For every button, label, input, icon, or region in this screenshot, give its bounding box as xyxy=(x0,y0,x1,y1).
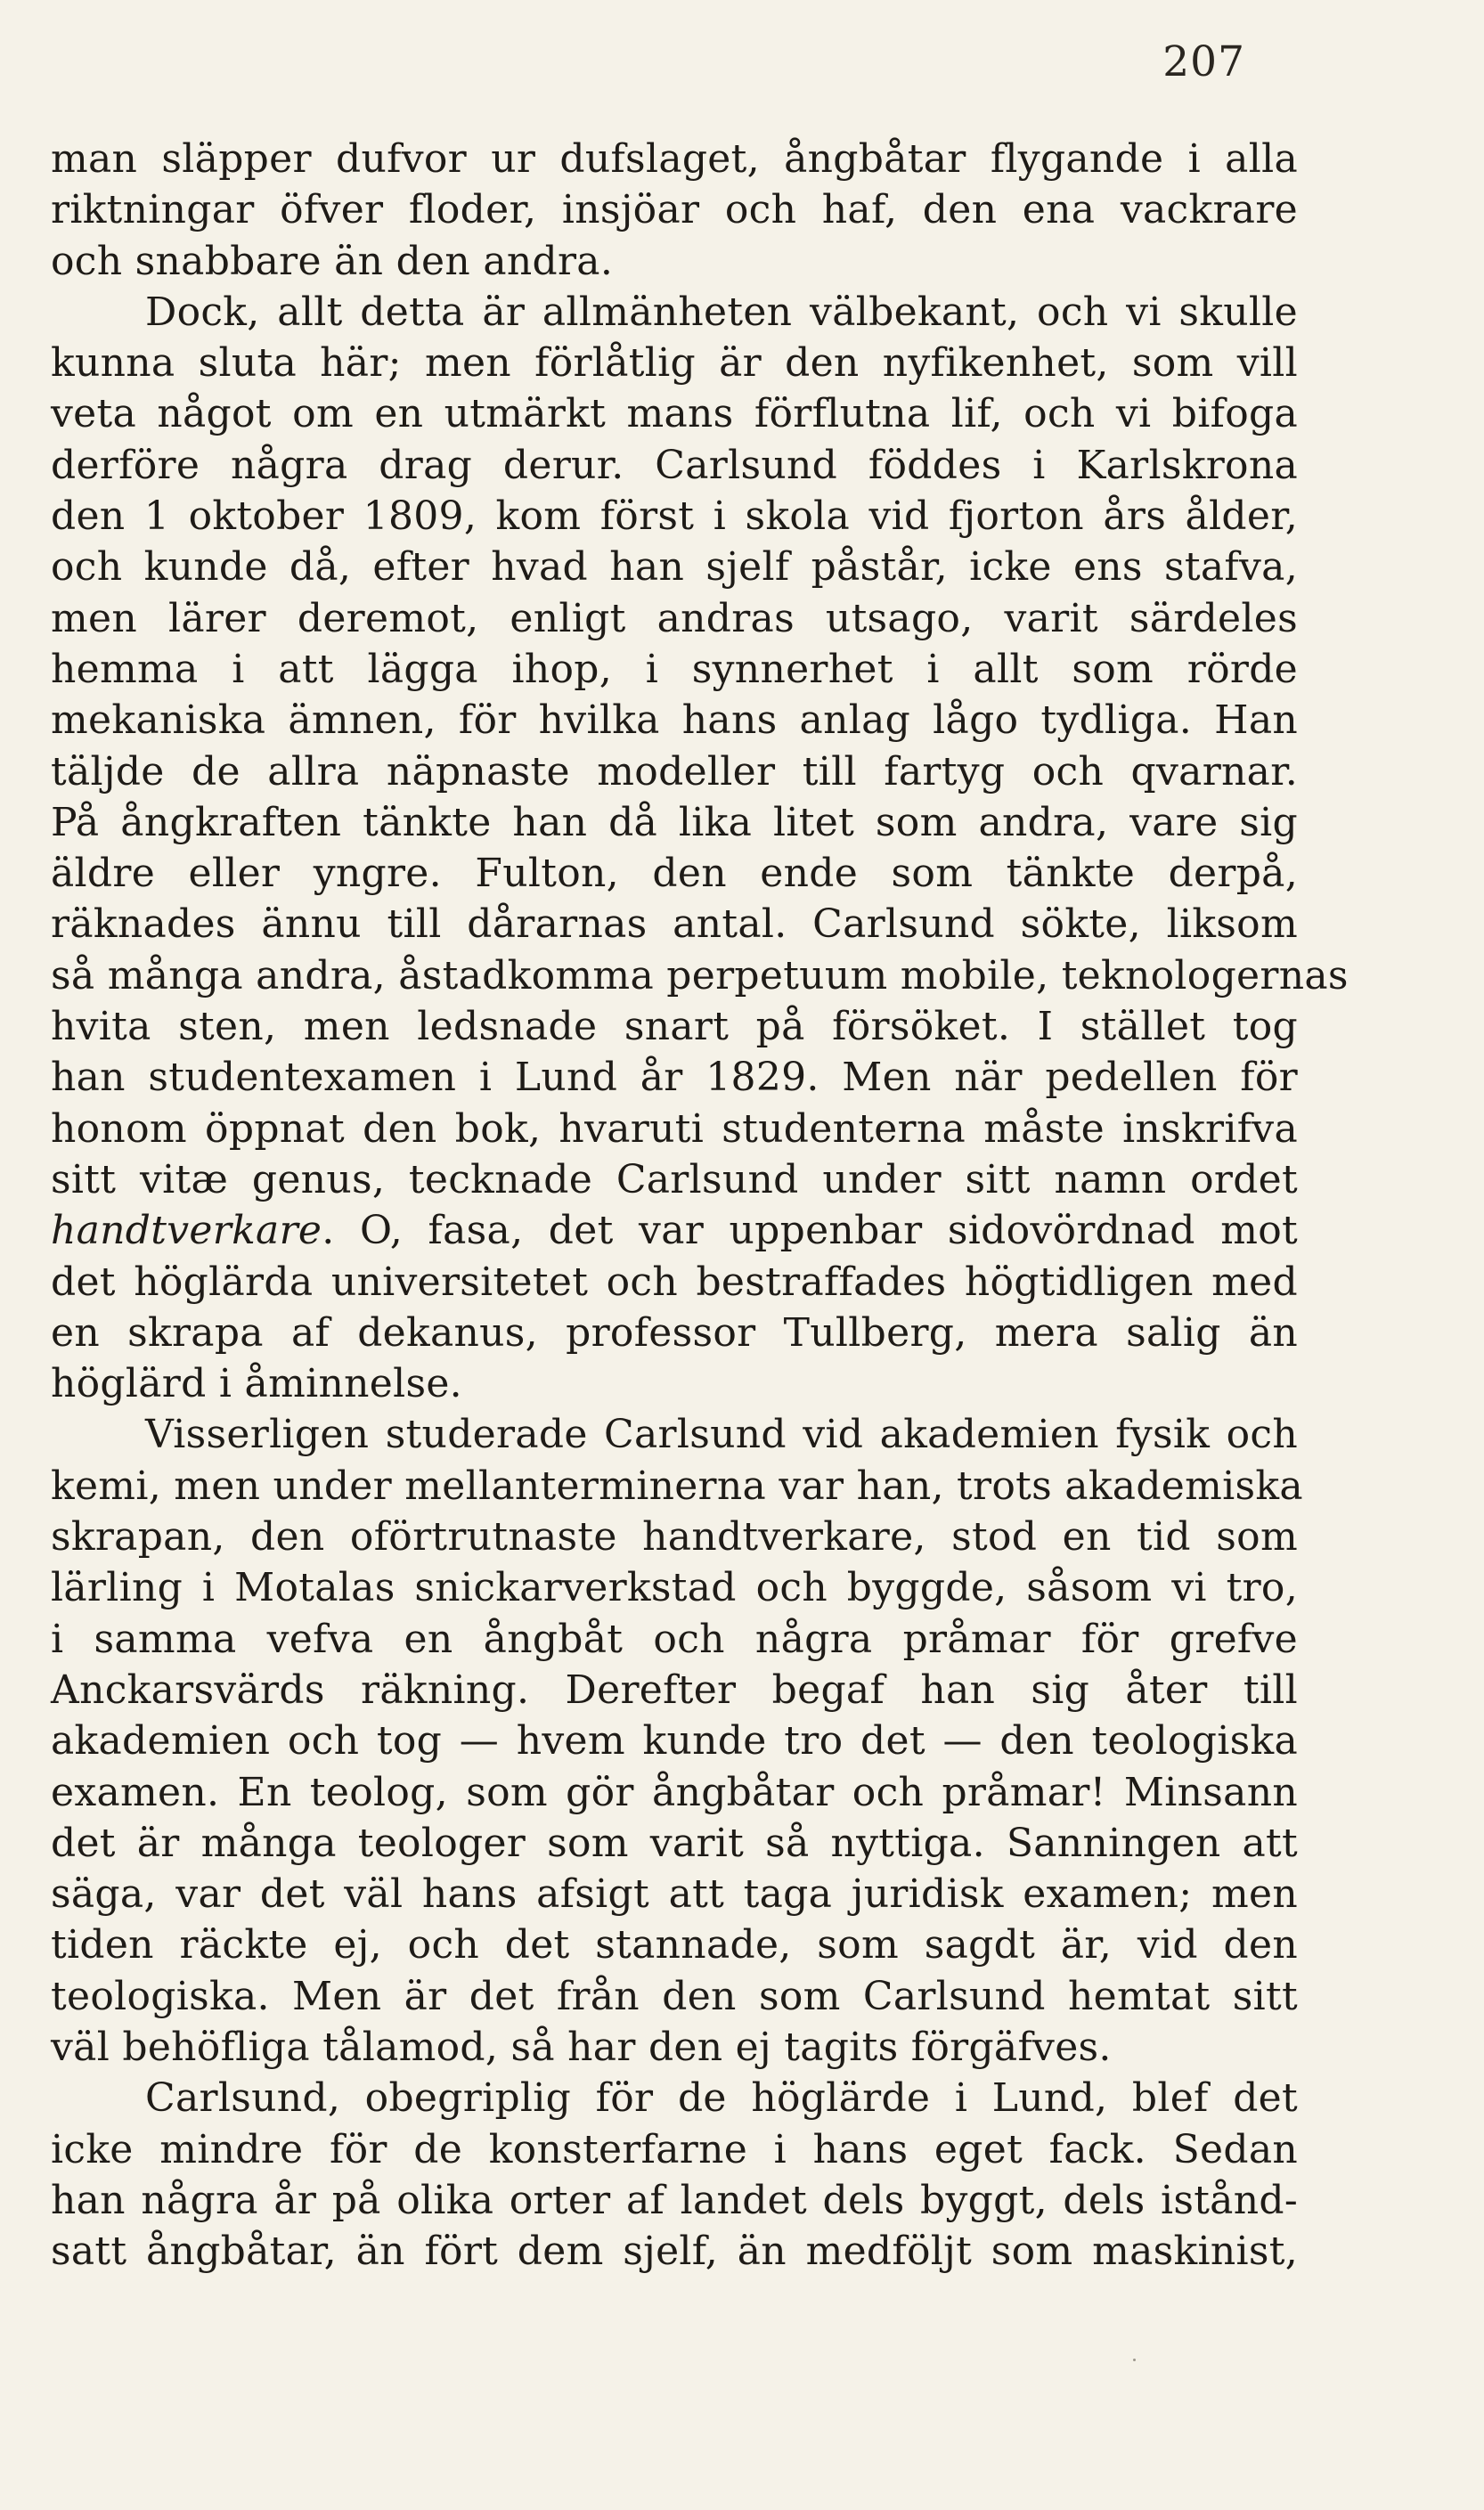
line-text: sitt vitæ genus, tecknade Carlsund under sitt namn ordet xyxy=(51,1156,1298,1202)
text-line xyxy=(51,134,1298,184)
text-line xyxy=(51,1154,1298,1205)
line-text: man släpper dufvor ur dufslaget, ångbåtar flygande i alla xyxy=(51,136,1298,182)
line-text: lärling i Motalas snickarverkstad och byggde, såsom vi tro, xyxy=(51,1565,1298,1611)
text-line xyxy=(51,287,1298,338)
text-line xyxy=(51,1919,1298,1970)
text-line xyxy=(51,797,1298,848)
text-line xyxy=(51,1205,1298,1256)
text-line xyxy=(51,388,1298,439)
line-text: Dock, allt detta är allmänheten välbekant, och vi skulle xyxy=(145,289,1298,335)
line-text: På ångkraften tänkte han då lika litet som andra, vare sig xyxy=(51,799,1298,845)
text-line xyxy=(51,899,1298,949)
line-text: täljde de allra näpnaste modeller till fartyg och qvarnar. xyxy=(51,748,1298,795)
text-line xyxy=(51,1971,1298,2022)
line-text: och snabbare än den andra. xyxy=(51,238,614,284)
text-line xyxy=(51,746,1298,797)
line-text: veta något om en utmärkt mans förflutna lif, och vi bifoga xyxy=(51,391,1298,437)
line-text: tiden räckte ej, och det stannade, som sagdt är, vid den xyxy=(51,1922,1298,1968)
text-line xyxy=(51,1257,1298,1308)
line-text: i samma vefva en ångbåt och några pråmar för grefve xyxy=(51,1616,1298,1662)
line-text: examen. En teolog, som gör ångbåtar och pråmar! Minsann xyxy=(51,1769,1298,1815)
text-line xyxy=(51,848,1298,899)
text-line xyxy=(51,542,1298,592)
line-text: hvita sten, men ledsnade snart på försöket. I stället tog xyxy=(51,1004,1298,1050)
paper-speck xyxy=(1133,2359,1136,2361)
line-text: satt ångbåtar, än fört dem sjelf, än medföljt som maskinist, xyxy=(51,2229,1298,2275)
line-text: räknades ännu till dårarnas antal. Carlsund sökte, liksom xyxy=(51,901,1298,948)
text-line xyxy=(51,1409,1298,1460)
line-text: Carlsund, obegriplig för de höglärde i Lund, blef det xyxy=(145,2075,1298,2122)
body-text xyxy=(51,134,1349,2277)
line-text: det höglärda universitetet och bestraffades högtidligen med xyxy=(51,1259,1298,1305)
text-line xyxy=(51,491,1298,542)
text-line xyxy=(51,2175,1298,2226)
line-text: och kunde då, efter hvad han sjelf påstår, icke ens stafva, xyxy=(51,544,1298,591)
text-line xyxy=(51,644,1298,695)
line-text: akademien och tog — hvem kunde tro det — den teologiska xyxy=(51,1718,1298,1764)
line-text: teologiska. Men är det från den som Carlsund hemtat sitt xyxy=(51,1973,1298,2019)
text-line xyxy=(51,1715,1298,1766)
text-line xyxy=(51,1358,1298,1409)
text-line xyxy=(51,695,1298,746)
line-text: kunna sluta här; men förlåtlig är den nyfikenhet, som vill xyxy=(51,340,1298,387)
text-line xyxy=(51,440,1298,491)
text-line xyxy=(51,1614,1298,1665)
line-text: Anckarsvärds räkning. Derefter begaf han sig åter till xyxy=(51,1667,1298,1713)
text-line xyxy=(51,1512,1298,1562)
text-line xyxy=(51,1562,1298,1613)
text-line xyxy=(51,1818,1298,1869)
line-text: . O, fasa, det var uppenbar sidovördnad mot xyxy=(322,1208,1298,1254)
line-text: hemma i att lägga ihop, i synnerhet i allt som rörde xyxy=(51,646,1298,692)
text-line xyxy=(51,236,1298,287)
text-line xyxy=(51,1665,1298,1715)
line-text: säga, var det väl hans afsigt att taga juridisk examen; men xyxy=(51,1871,1298,1918)
text-line xyxy=(51,1052,1298,1103)
text-line xyxy=(51,338,1298,388)
text-line xyxy=(51,950,1349,1001)
line-text: Visserligen studerade Carlsund vid akademien fysik och xyxy=(145,1412,1298,1458)
page-number: 207 xyxy=(1162,37,1245,86)
line-text: han studentexamen i Lund år 1829. Men när pedellen för xyxy=(51,1055,1298,1101)
line-text: det är många teologer som varit så nyttiga. Sanningen att xyxy=(51,1820,1298,1866)
text-line xyxy=(51,1869,1298,1919)
text-line xyxy=(51,1767,1298,1818)
line-text: mekaniska ämnen, för hvilka hans anlag lågo tydliga. Han xyxy=(51,697,1298,744)
italic-word: handtverkare xyxy=(51,1208,322,1254)
line-text: icke mindre för de konsterfarne i hans eget fack. Sedan xyxy=(51,2126,1298,2172)
line-text: äldre eller yngre. Fulton, den ende som tänkte derpå, xyxy=(51,851,1298,897)
text-line xyxy=(51,1461,1303,1512)
text-line xyxy=(51,2022,1298,2073)
line-text: så många andra, åstadkomma perpetuum mobile, teknologernas xyxy=(51,952,1349,998)
line-text: derföre några drag derur. Carlsund föddes i Karlskrona xyxy=(51,442,1298,488)
line-text: den 1 oktober 1809, kom först i skola vid fjorton års ålder, xyxy=(51,493,1298,540)
line-text: kemi, men under mellanterminerna var han, trots akademiska xyxy=(51,1463,1303,1509)
text-line xyxy=(51,2073,1298,2123)
line-text: väl behöfliga tålamod, så har den ej tagits förgäfves. xyxy=(51,2024,1112,2070)
line-text: höglärd i åminnelse. xyxy=(51,1361,462,1407)
text-line xyxy=(51,2226,1298,2277)
line-text: honom öppnat den bok, hvaruti studenterna måste inskrifva xyxy=(51,1105,1298,1152)
text-line xyxy=(51,184,1298,235)
text-line xyxy=(51,2124,1298,2175)
line-text: men lärer deremot, enligt andras utsago, varit särdeles xyxy=(51,595,1298,641)
line-text: skrapan, den oförtrutnaste handtverkare, stod en tid som xyxy=(51,1514,1298,1561)
line-text: en skrapa af dekanus, professor Tullberg, mera salig än xyxy=(51,1309,1298,1356)
text-line xyxy=(51,1308,1298,1358)
text-line xyxy=(51,593,1298,644)
line-text: han några år på olika orter af landet dels byggt, dels istånd- xyxy=(51,2177,1298,2223)
line-text: riktningar öfver floder, insjöar och haf, den ena vackrare xyxy=(51,187,1298,233)
text-line xyxy=(51,1001,1298,1052)
text-line xyxy=(51,1104,1298,1154)
